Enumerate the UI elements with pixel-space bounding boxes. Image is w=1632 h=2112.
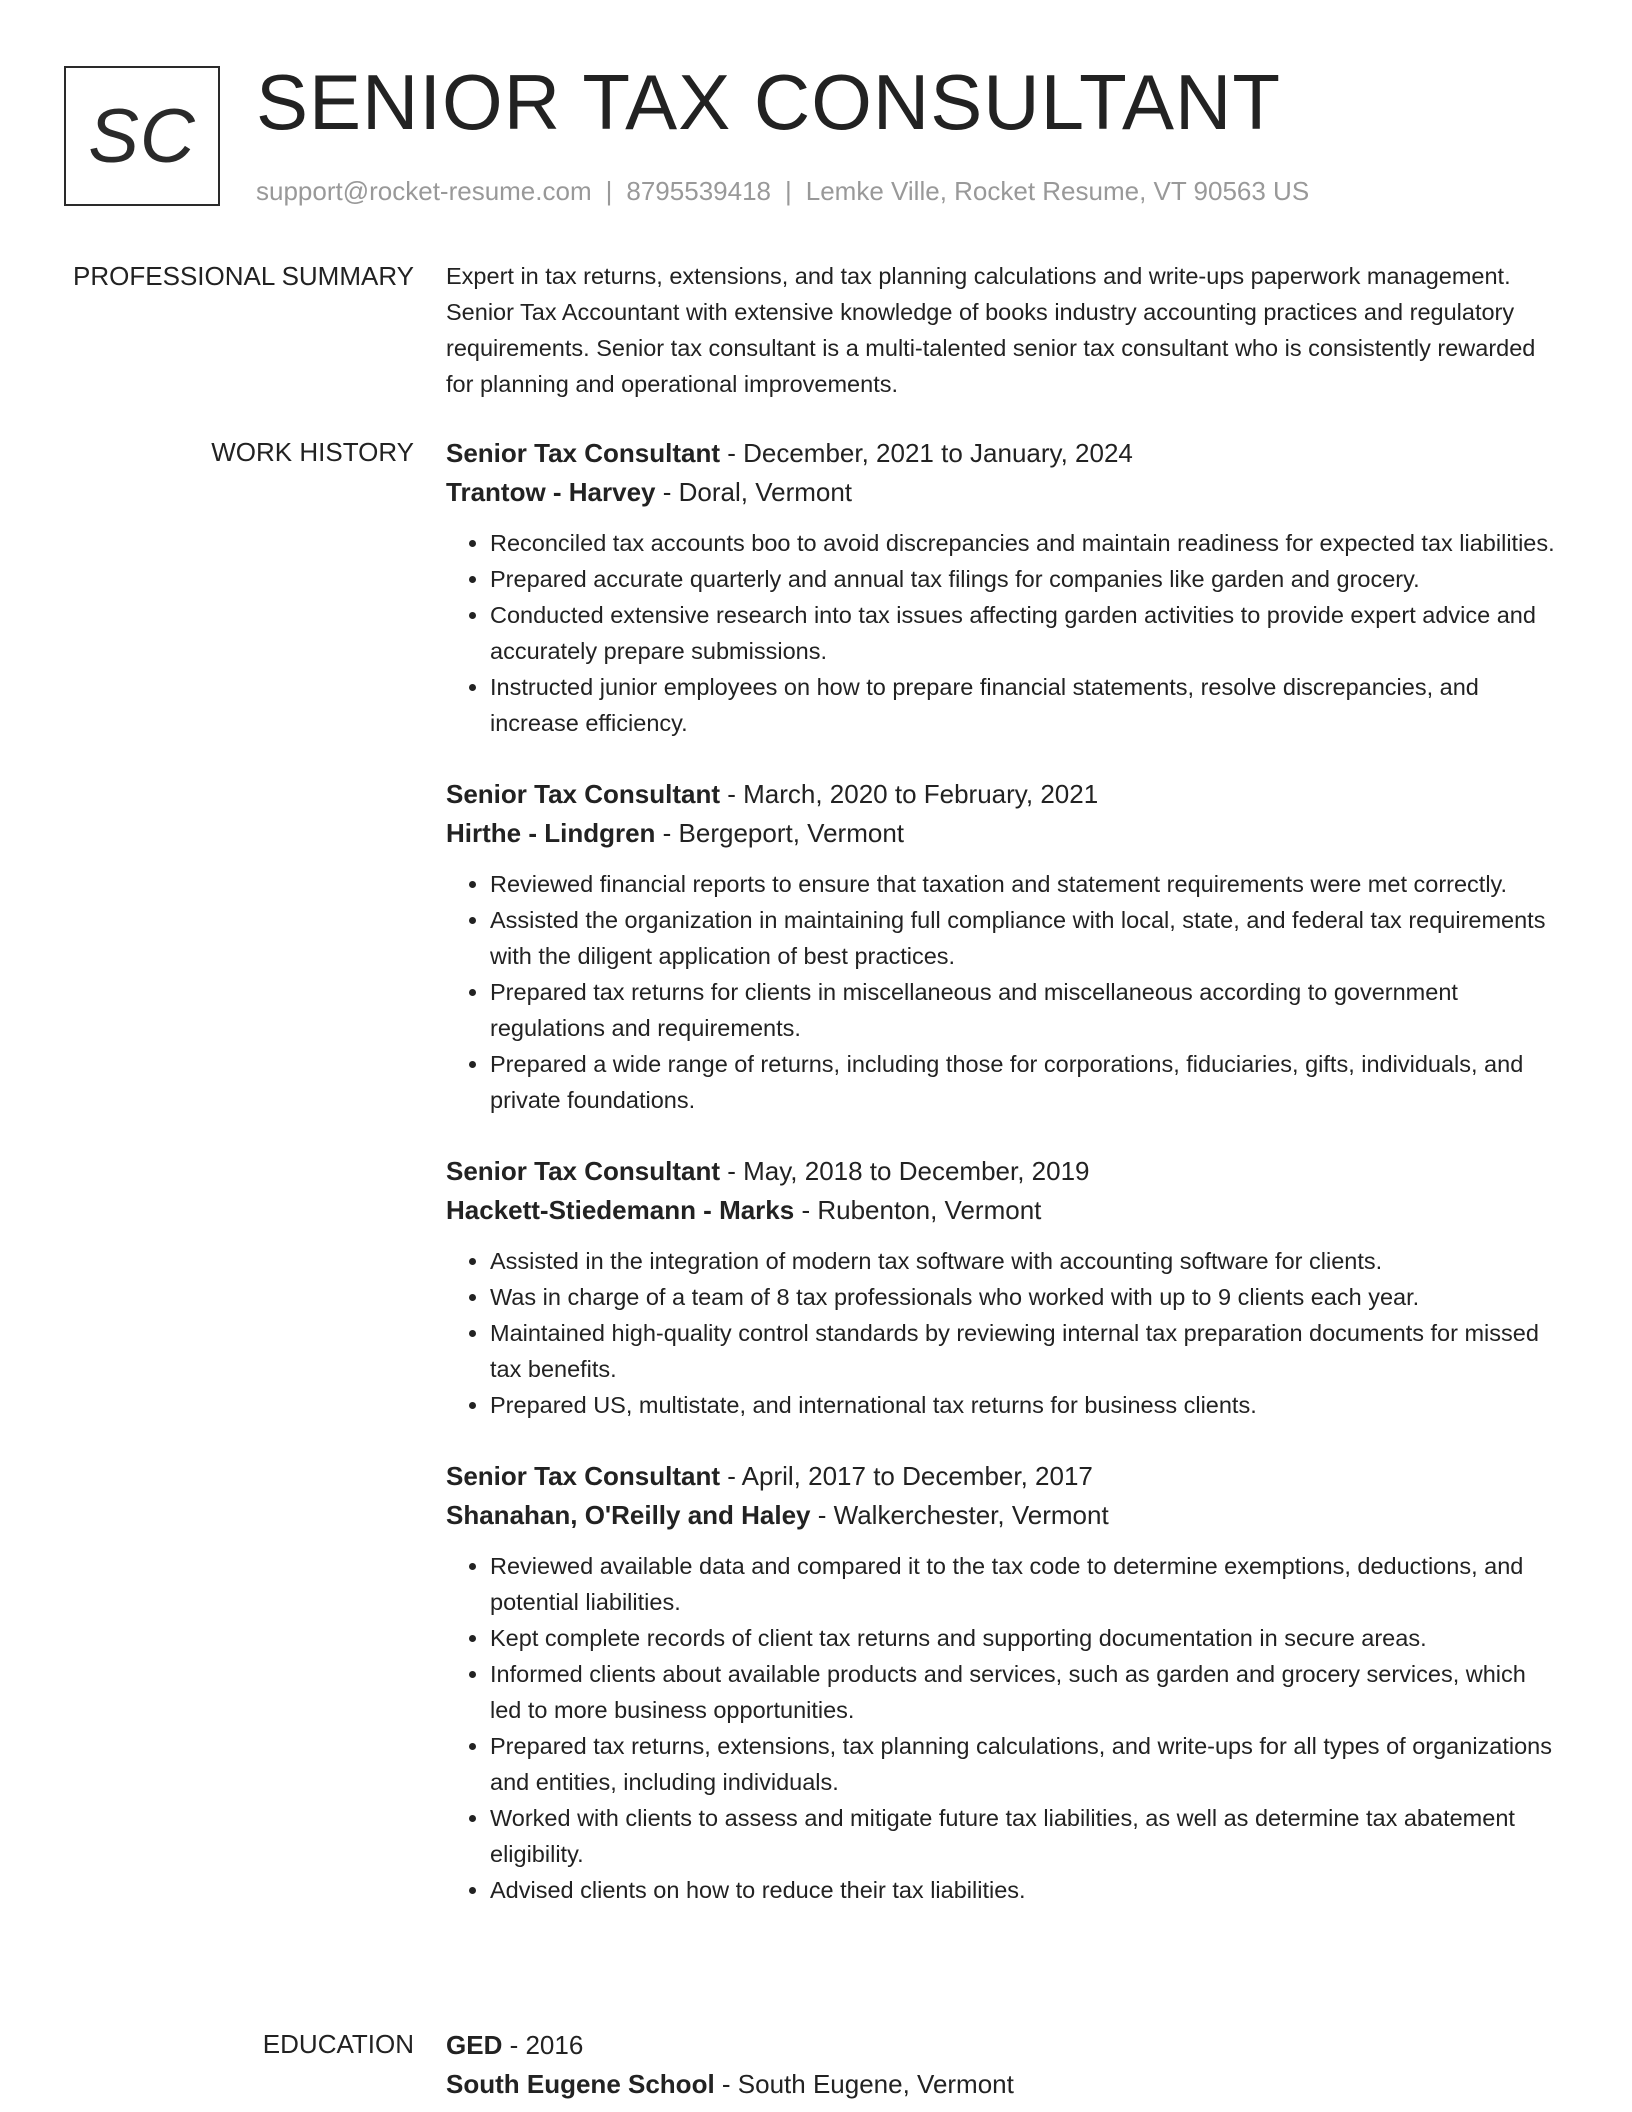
education-year: - 2016: [502, 2030, 584, 2060]
list-item: • Prepared accurate quarterly and annual tax filings for companies like garden and grocery.: [490, 561, 1562, 597]
list-item: • Prepared tax returns, extensions, tax planning calculations, and write-ups for all types of organizations and entities, including individuals.: [490, 1728, 1562, 1800]
job-location: - Doral, Vermont: [655, 477, 853, 507]
job-title-line: [446, 434, 1562, 472]
education-degree: GED: [446, 2030, 503, 2060]
job-bullets: [446, 866, 1562, 1118]
education-location: - South Eugene, Vermont: [714, 2069, 1014, 2099]
job-location: - Walkerchester, Vermont: [810, 1500, 1109, 1530]
job-title: Senior Tax Consultant: [446, 1461, 720, 1491]
job-bullets: [446, 525, 1562, 741]
list-item: • Reviewed available data and compared it to the tax code to determine exemptions, deductions, and potential liabilities.: [490, 1548, 1562, 1620]
list-item: • Informed clients about available products and services, such as garden and grocery services, which led to more business opportunities.: [490, 1656, 1562, 1728]
education-school: South Eugene School: [446, 2069, 715, 2099]
list-item: • Conducted extensive research into tax issues affecting garden activities to provide expert advice and accurately prepare submissions.: [490, 597, 1562, 669]
job-company: Hirthe - Lindgren: [446, 818, 656, 848]
contact-phone[interactable]: 8795539418: [626, 176, 771, 206]
job-title-line: [446, 1457, 1562, 1495]
job-dates: - May, 2018 to December, 2019: [720, 1156, 1090, 1186]
job-title-line: [446, 1152, 1562, 1190]
list-item: • Assisted the organization in maintaining full compliance with local, state, and federal tax requirements with the diligent application of best practices.: [490, 902, 1562, 974]
list-item: • Prepared a wide range of returns, including those for corporations, fiduciaries, gifts, individuals, and private foundations.: [490, 1046, 1562, 1118]
job-company: Hackett-Stiedemann - Marks: [446, 1195, 795, 1225]
contact-email[interactable]: support@rocket-resume.com: [256, 176, 592, 206]
job-bullets: [446, 1243, 1562, 1423]
job-company-line: [446, 473, 1562, 511]
job-company: Trantow - Harvey: [446, 477, 656, 507]
monogram-initials: SC: [64, 66, 220, 206]
job-dates: - December, 2021 to January, 2024: [720, 438, 1133, 468]
job-company-line: [446, 814, 1562, 852]
list-item: • Kept complete records of client tax returns and supporting documentation in secure areas.: [490, 1620, 1562, 1656]
job-title-line: [446, 775, 1562, 813]
list-item: • Reconciled tax accounts boo to avoid discrepancies and maintain readiness for expected tax liabilities.: [490, 525, 1562, 561]
list-item: • Instructed junior employees on how to prepare financial statements, resolve discrepancies, and increase efficiency.: [490, 669, 1562, 741]
list-item: • Advised clients on how to reduce their tax liabilities.: [490, 1872, 1562, 1908]
education-body: [446, 2026, 1562, 2103]
list-item: • Was in charge of a team of 8 tax professionals who worked with up to 9 clients each year.: [490, 1279, 1562, 1315]
job-location: - Rubenton, Vermont: [794, 1195, 1042, 1225]
job-entry: [446, 1457, 1562, 1908]
list-item: • Maintained high-quality control standards by reviewing internal tax preparation documents for missed tax benefits.: [490, 1315, 1562, 1387]
education-degree-line: [446, 2026, 1562, 2064]
job-entry: [446, 775, 1562, 1118]
job-title: Senior Tax Consultant: [446, 438, 720, 468]
contact-separator: |: [785, 176, 792, 206]
job-entry: [446, 434, 1562, 741]
summary-text: Expert in tax returns, extensions, and tax planning calculations and write-ups paperwork management. Senior Tax Accountant with extensive knowledge of books industry accounting practices and regulatory requirements. Senior tax consultant is a multi-talented senior tax consultant who is consistently rewarded for planning and operational improvements.: [446, 263, 1536, 397]
job-title: Senior Tax Consultant: [446, 1156, 720, 1186]
education-school-line: [446, 2065, 1562, 2103]
job-entry: [446, 1152, 1562, 1423]
job-dates: - April, 2017 to December, 2017: [720, 1461, 1093, 1491]
job-dates: - March, 2020 to February, 2021: [720, 779, 1099, 809]
list-item: • Assisted in the integration of modern tax software with accounting software for clients.: [490, 1243, 1562, 1279]
section-label-education: EDUCATION: [262, 2029, 414, 2059]
section-label-work-history: WORK HISTORY: [211, 437, 414, 467]
list-item: • Prepared tax returns for clients in miscellaneous and miscellaneous according to government regulations and requirements.: [490, 974, 1562, 1046]
work-history-body: [446, 434, 1562, 1942]
section-label-summary: PROFESSIONAL SUMMARY: [73, 261, 414, 291]
contact-address: Lemke Ville, Rocket Resume, VT 90563 US: [805, 176, 1310, 206]
job-company-line: [446, 1496, 1562, 1534]
contact-line: [256, 174, 1309, 208]
list-item: • Worked with clients to assess and mitigate future tax liabilities, as well as determine tax abatement eligibility.: [490, 1800, 1562, 1872]
job-location: - Bergeport, Vermont: [655, 818, 904, 848]
contact-separator: |: [605, 176, 613, 206]
page-title: SENIOR TAX CONSULTANT: [256, 58, 1282, 146]
list-item: • Reviewed financial reports to ensure that taxation and statement requirements were met correctly.: [490, 866, 1562, 902]
list-item: • Prepared US, multistate, and international tax returns for business clients.: [490, 1387, 1562, 1423]
job-company-line: [446, 1191, 1562, 1229]
job-title: Senior Tax Consultant: [446, 779, 720, 809]
job-company: Shanahan, O'Reilly and Haley: [446, 1500, 811, 1530]
job-bullets: [446, 1548, 1562, 1908]
